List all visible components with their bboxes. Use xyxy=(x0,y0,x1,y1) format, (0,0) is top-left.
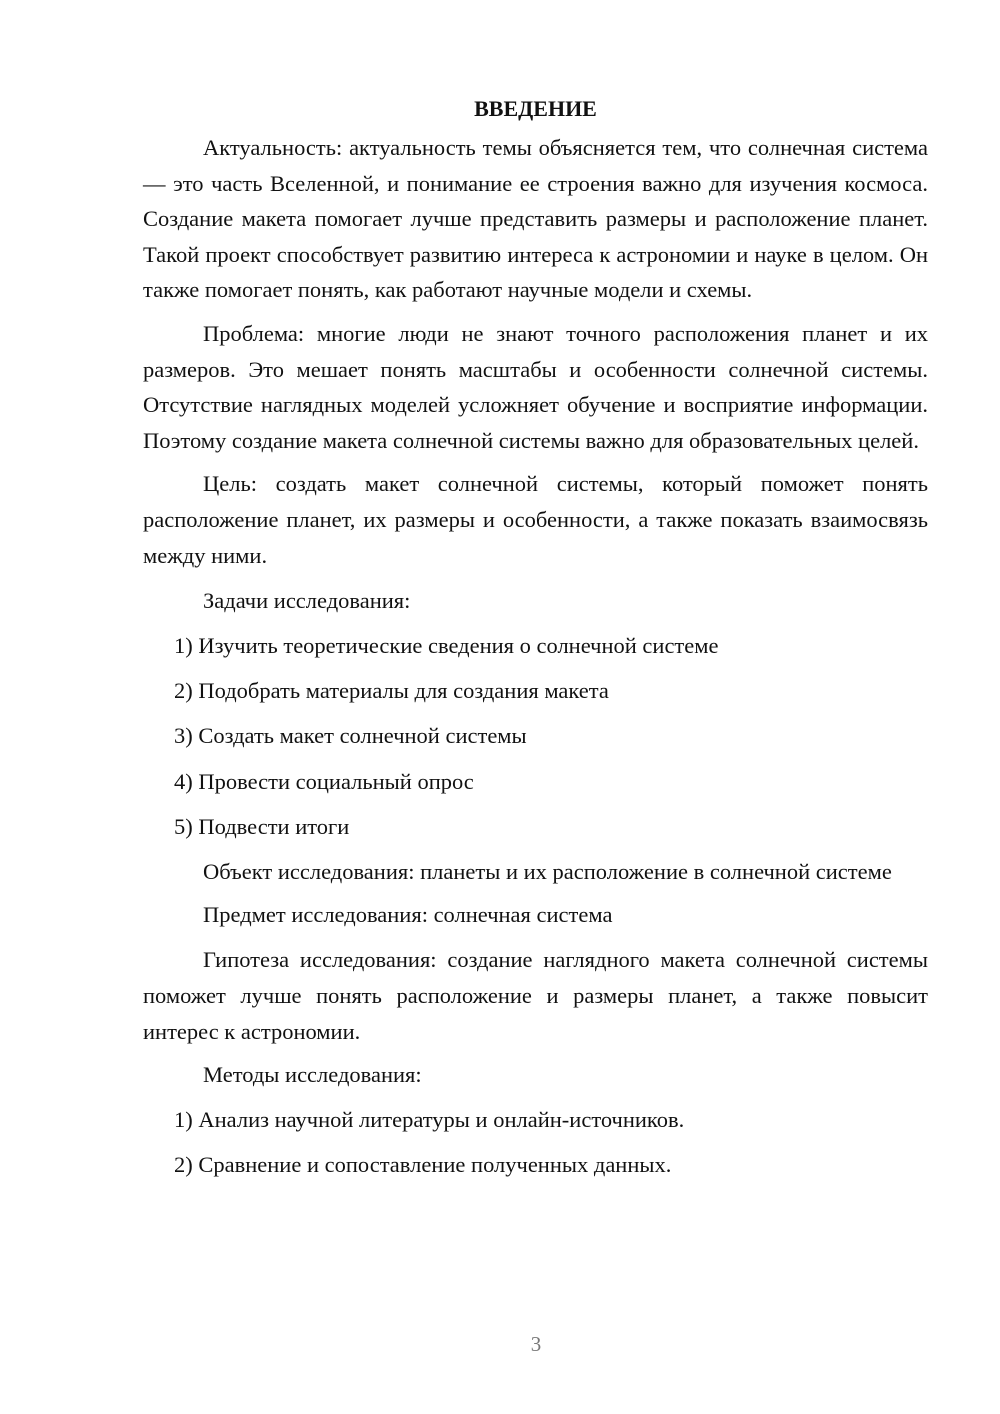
subject-paragraph: Предмет исследования: солнечная система xyxy=(203,902,613,928)
methods-heading: Методы исследования: xyxy=(203,1062,422,1088)
task-item: 1) Изучить теоретические сведения о солнечной системе xyxy=(174,633,719,659)
task-item: 3) Создать макет солнечной системы xyxy=(174,723,527,749)
problem-paragraph: Проблема: многие люди не знают точного расположения планет и их размеров. Это мешает понять масштабы и особенности солнечной системы. Отсутствие наглядных моделей усложняет обучение и восприятие информации. Поэтому создание макета солнечной системы важно для образовательных целей. xyxy=(143,320,928,453)
section-title: ВВЕДЕНИЕ xyxy=(474,96,597,121)
method-item: 1) Анализ научной литературы и онлайн-источников. xyxy=(174,1107,685,1133)
task-item: 5) Подвести итоги xyxy=(174,813,350,839)
page-number: 3 xyxy=(530,1332,542,1356)
document-page xyxy=(143,94,928,1192)
hypothesis-paragraph: Гипотеза исследования: создание наглядного макета солнечной системы поможет лучше понять расположение и размеры планет, а также повысит интерес к астрономии. xyxy=(143,947,928,1044)
method-item: 2) Сравнение и сопоставление полученных данных. xyxy=(174,1152,672,1178)
object-paragraph: Объект исследования: планеты и их расположение в солнечной системе xyxy=(203,858,892,884)
tasks-heading: Задачи исследования: xyxy=(203,588,411,614)
relevance-paragraph: Актуальность: актуальность темы объясняется тем, что солнечная система — это часть Вселенной, и понимание ее строения важно для изучения космоса. Создание макета помогает лучше представить размеры и расположение планет. Такой проект способствует развитию интереса к астрономии и науке в целом. Он также помогает понять, как работают научные модели и схемы. xyxy=(143,135,928,303)
task-item: 2) Подобрать материалы для создания макета xyxy=(174,678,609,704)
task-item: 4) Провести социальный опрос xyxy=(174,768,474,794)
goal-paragraph: Цель: создать макет солнечной системы, который поможет понять расположение планет, их размеры и особенности, а также показать взаимосвязь между ними. xyxy=(143,471,928,568)
